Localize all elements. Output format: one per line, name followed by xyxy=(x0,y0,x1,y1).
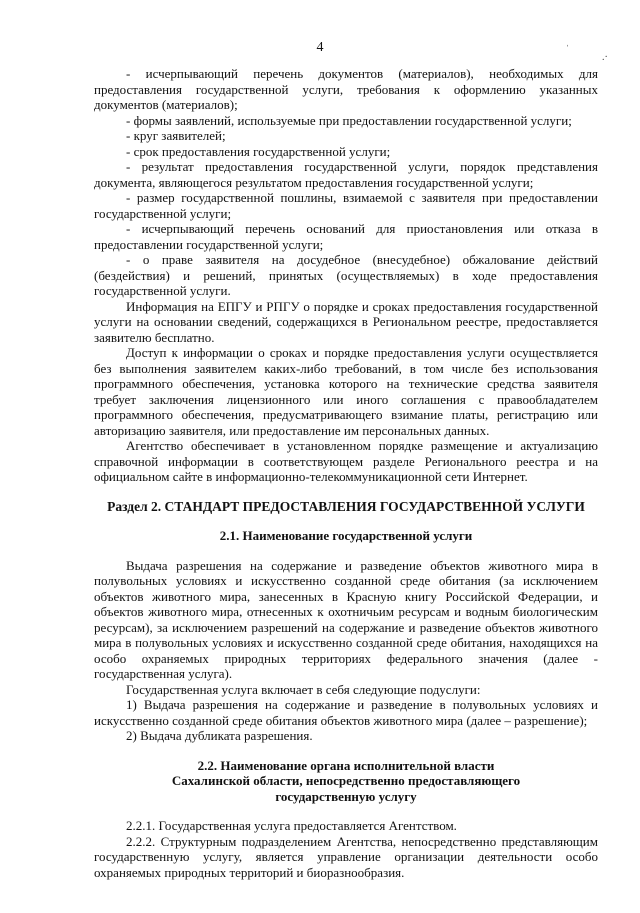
page-number: 4 xyxy=(316,40,324,55)
subsection-heading-line: Сахалинской области, непосредственно предоставляющего xyxy=(171,773,521,788)
paragraph: Информация на ЕПГУ и РПГУ о порядке и сроках предоставления государственной услуги на основании сведений, содержащихся в Региональном реестре, предоставляется заявителю бесплатно. xyxy=(94,298,598,345)
subsection-heading-line: государственную услугу xyxy=(275,788,417,804)
subsection-heading: 2.1. Наименование государственной услуги xyxy=(219,528,473,543)
paragraph: 2.2.1. Государственная услуга предоставляется Агентством. xyxy=(126,818,457,833)
paragraph: Государственная услуга включает в себя следующие подуслуги: xyxy=(126,681,481,697)
paragraph: 2.2.2. Структурным подразделением Агентства, непосредственно представляющим государственную услугу, является управление организации деятельности особо охраняемых природных территорий и биоразнообразия. xyxy=(94,833,598,880)
paragraph: - о праве заявителя на досудебное (внесудебное) обжалование действий (бездействия) и решений, принятых (осуществляемых) в ходе предоставления государственной услуги. xyxy=(94,252,598,298)
paragraph: - исчерпывающий перечень оснований для приостановления или отказа в предоставлении государственной услуги; xyxy=(94,221,598,252)
paragraph: - исчерпывающий перечень документов (материалов), необходимых для предоставления государственной услуги, требования к оформлению указанных документов (материалов); xyxy=(94,66,598,112)
section-heading: Раздел 2. СТАНДАРТ ПРЕДОСТАВЛЕНИЯ ГОСУДАРСТВЕННОЙ УСЛУГИ xyxy=(107,498,585,514)
paragraph: 2) Выдача дубликата разрешения. xyxy=(126,728,313,743)
scan-speck: .· xyxy=(602,52,608,63)
paragraph: 1) Выдача разрешения на содержание и разведение в полувольных условиях и искусственно созданной среде обитания объектов животного мира (далее – разрешение); xyxy=(94,697,598,728)
subsection-heading-line: 2.2. Наименование органа исполнительной власти xyxy=(197,757,495,773)
paragraph: - размер государственной пошлины, взимаемой с заявителя при предоставлении государственной услуги; xyxy=(94,190,598,221)
paragraph: - результат предоставления государственной услуги, порядок представления документа, являющегося результатом предоставления государственной услуги; xyxy=(94,159,598,190)
paragraph: Доступ к информации о сроках и порядке предоставления услуги осуществляется без выполнения заявителем каких-либо требований, в том числе без использования программного обеспечения, установка которого на технические средства заявителя требует заключения лицензионного или иного соглашения с правообладателем программного обеспечения, предусматривающего взимание платы, регистрацию или авторизацию заявителя, или предоставление им персональных данных. xyxy=(94,345,598,438)
paragraph: - формы заявлений, используемые при предоставлении государственной услуги; xyxy=(126,112,572,128)
paragraph: Агентство обеспечивает в установленном порядке размещение и актуализацию справочной информации в соответствующем разделе Регионального реестра и на официальном сайте в информационно-телекоммуникационной сети Интернет. xyxy=(94,438,598,484)
paragraph: - круг заявителей; xyxy=(126,128,226,143)
paragraph: - срок предоставления государственной услуги; xyxy=(126,143,391,159)
paragraph: Выдача разрешения на содержание и разведение объектов животного мира в полувольных условиях и искусственно созданной среде обитания (за исключением объектов животного мира, занесенных в Красную книгу Российской Федерации, и объектов животного мира, отнесенных к охотничьим ресурсам и водным биологическим ресурсам), за исключением разрешений на содержание и разведение объектов животного мира в полувольных условиях и искусственно созданной среде обитания, находящихся на особо охраняемых природных территориях федерального значения (далее - государственная услуга). xyxy=(94,557,598,681)
document-body xyxy=(94,66,598,880)
scan-speck: ˈ xyxy=(566,44,570,55)
